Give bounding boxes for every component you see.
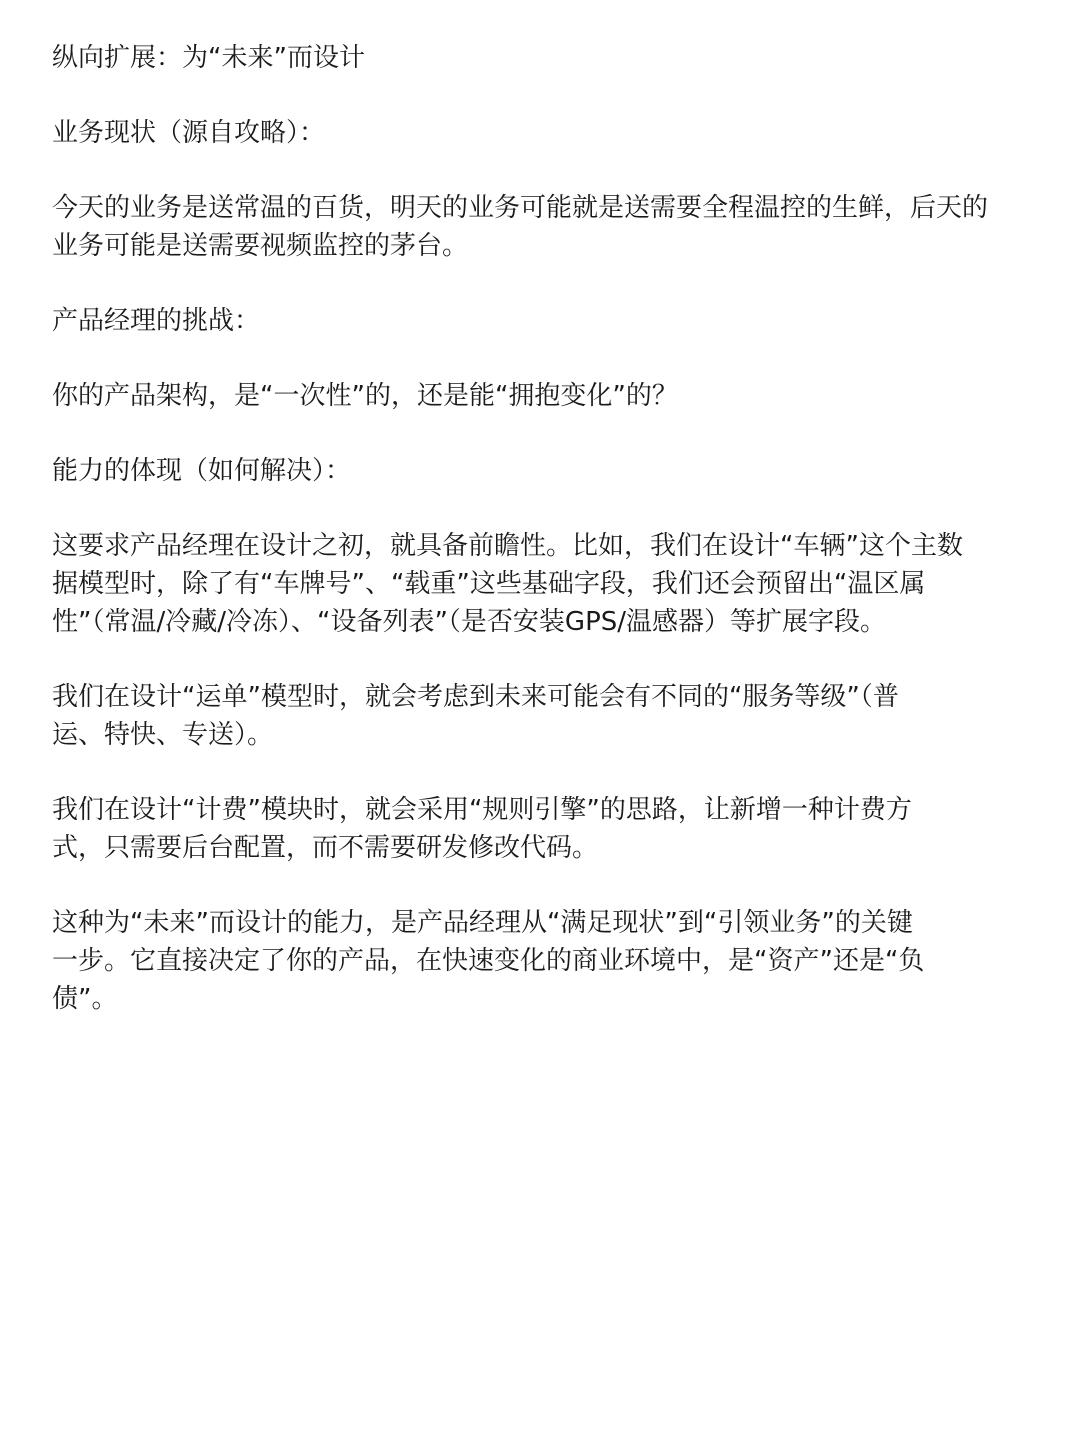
- status-paragraph: [52, 189, 1028, 265]
- billing-line: 我们在设计“计费”模块时，就会采用“规则引擎”的思路，让新增一种计费方: [52, 795, 912, 825]
- conclusion-paragraph: [52, 904, 1028, 1018]
- conclusion-line: 债”。: [52, 984, 118, 1014]
- solution-paragraph: [52, 527, 1028, 641]
- article-body: [52, 39, 1028, 1018]
- challenge-heading: 产品经理的挑战：: [52, 306, 261, 336]
- article-title: 纵向扩展：为“未来”而设计: [52, 43, 365, 73]
- solution-heading: 能力的体现（如何解决）：: [52, 456, 352, 486]
- solution-line: 据模型时，除了有“车牌号”、“载重”这些基础字段，我们还会预留出“温区属: [52, 569, 926, 599]
- challenge-question: 你的产品架构，是“一次性”的，还是能“拥抱变化”的？: [52, 381, 678, 411]
- waybill-line: 我们在设计“运单”模型时，就会考虑到未来可能会有不同的“服务等级”（普: [52, 682, 899, 712]
- waybill-paragraph: [52, 678, 1028, 754]
- billing-paragraph: [52, 791, 1028, 867]
- solution-line: 这要求产品经理在设计之初，就具备前瞻性。比如，我们在设计“车辆”这个主数: [52, 531, 963, 561]
- conclusion-line: 一步。它直接决定了你的产品，在快速变化的商业环境中，是“资产”还是“负: [52, 946, 925, 976]
- solution-line: 性”（常温/冷藏/冷冻）、“设备列表”（是否安装GPS/温感器）等扩展字段。: [52, 607, 887, 637]
- status-line: 今天的业务是送常温的百货，明天的业务可能就是送需要全程温控的生鲜，后天的: [52, 193, 989, 223]
- status-heading: 业务现状（源自攻略）：: [52, 118, 326, 148]
- waybill-line: 运、特快、专送）。: [52, 720, 274, 750]
- billing-line: 式，只需要后台配置，而不需要研发修改代码。: [52, 833, 599, 863]
- status-line: 业务可能是送需要视频监控的茅台。: [52, 231, 469, 261]
- conclusion-line: 这种为“未来”而设计的能力，是产品经理从“满足现状”到“引领业务”的关键: [52, 908, 913, 938]
